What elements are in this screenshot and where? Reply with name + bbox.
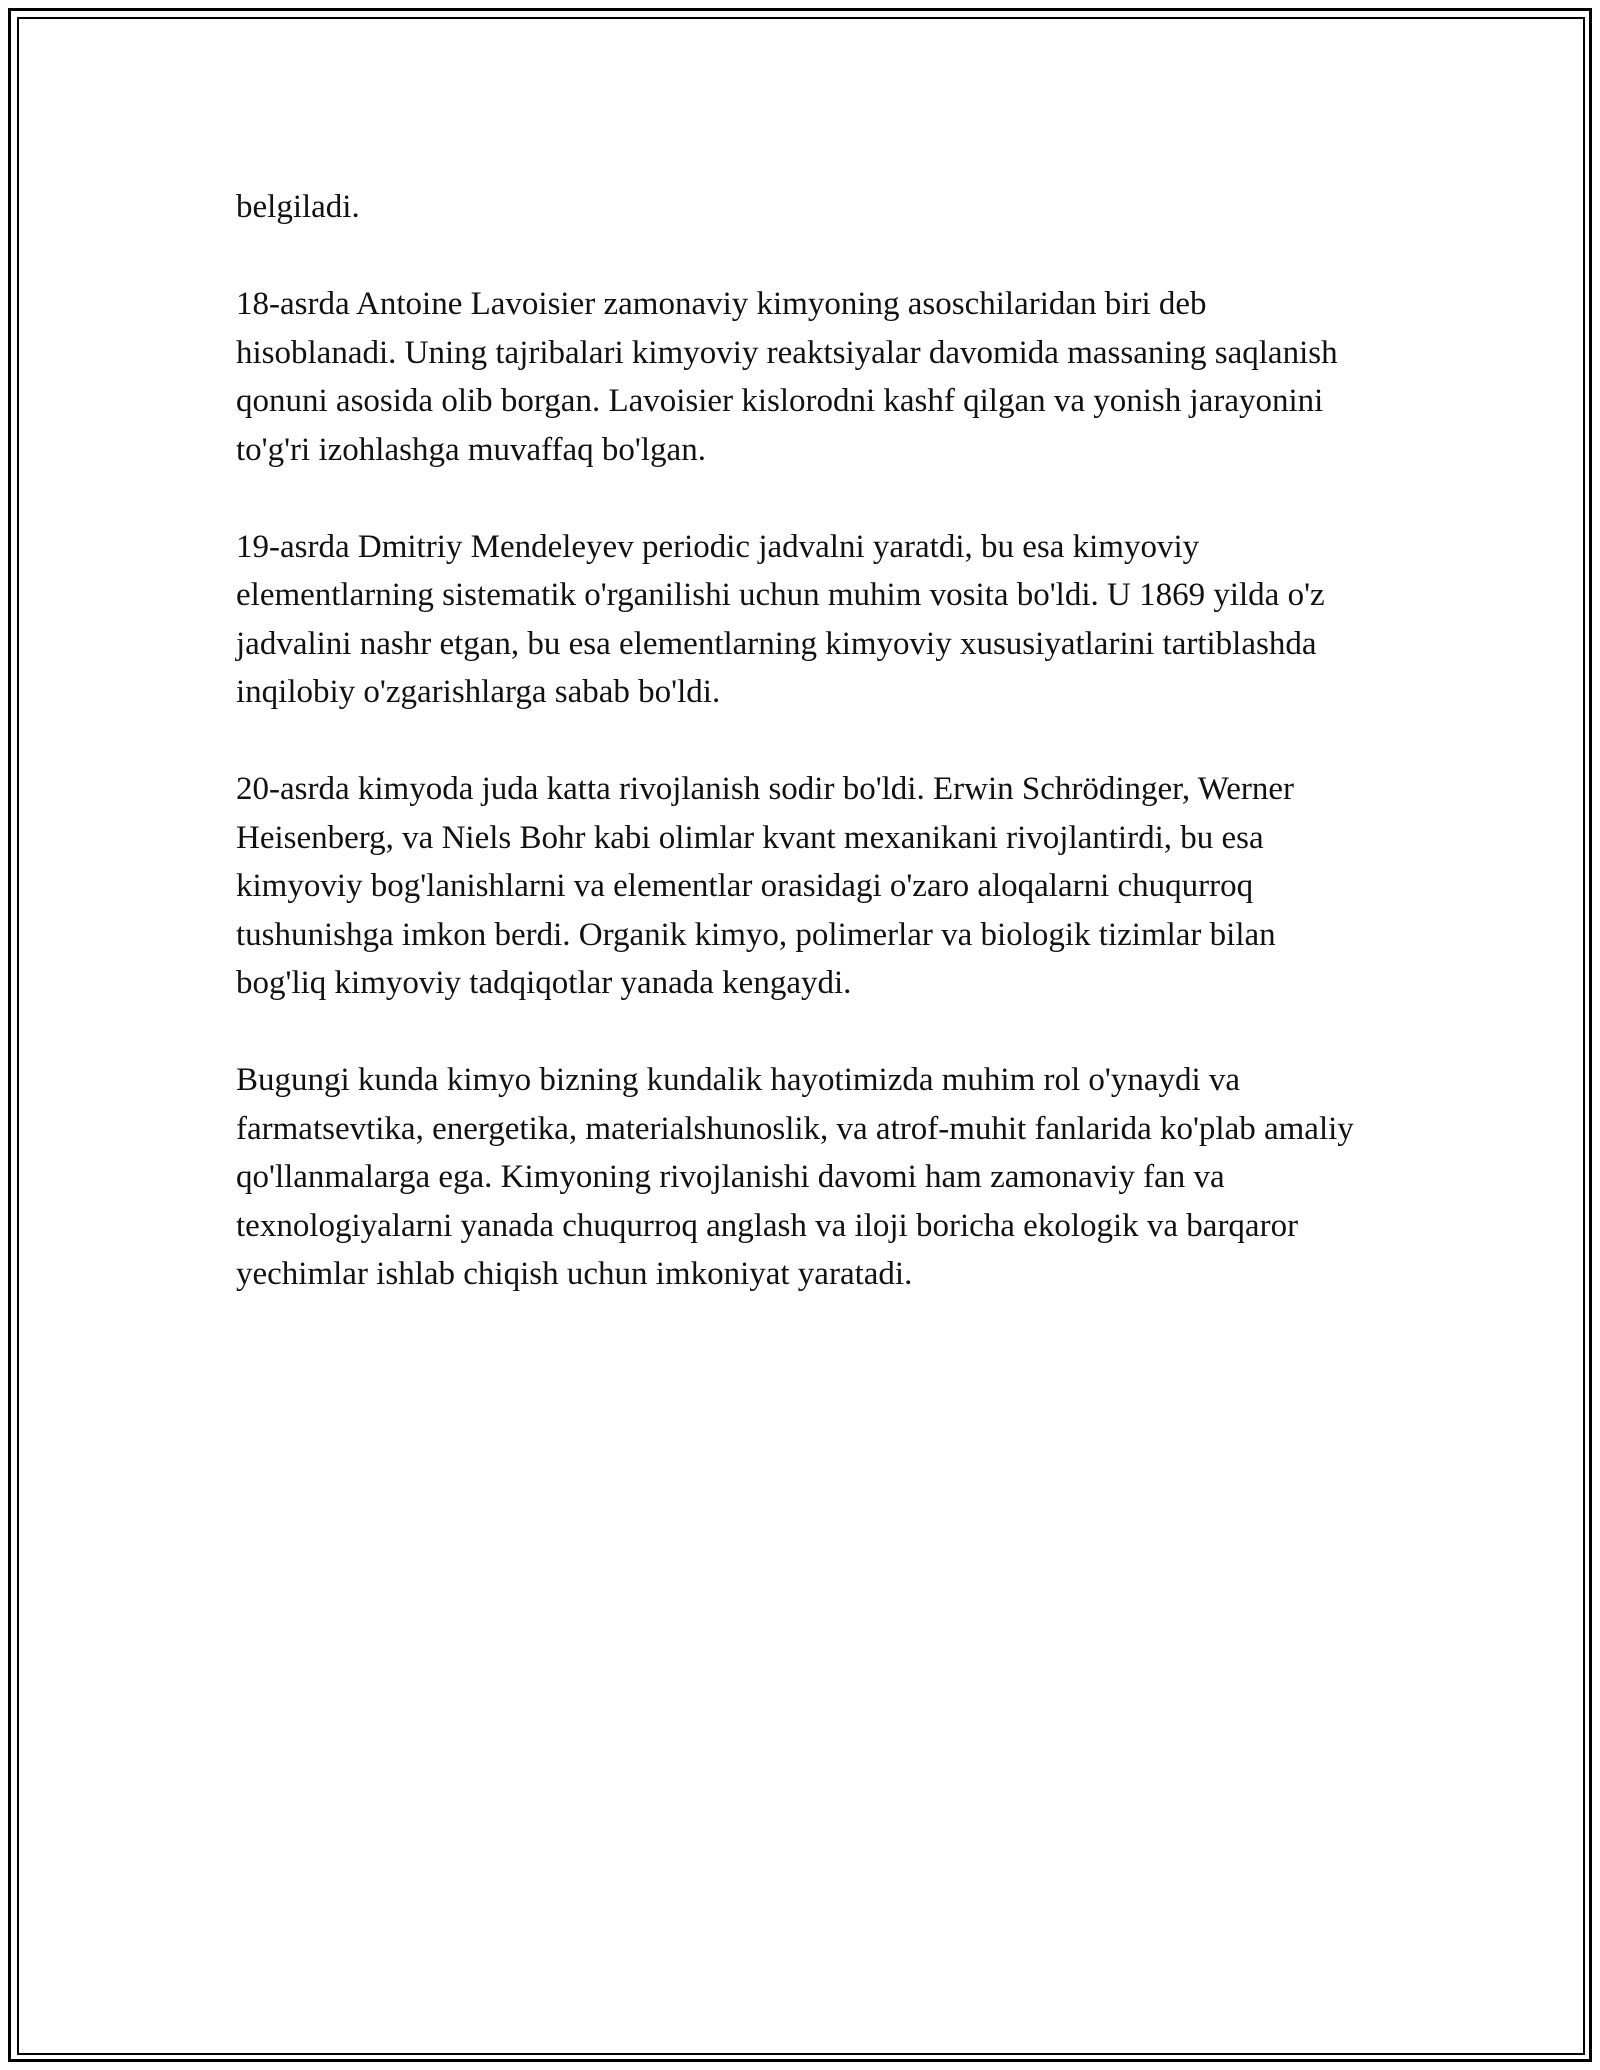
paragraph-mendeleyev: 19-asrda Dmitriy Mendeleyev periodic jadvalni yaratdi, bu esa kimyoviy elementlarning sistematik o'rganilishi uchun muhim vosita bo'ldi. U 1869 yilda o'z jadvalini nashr etgan, bu esa elementlarning kimyoviy xususiyatlarini tartiblashda inqilobiy o'zgarishlarga sabab bo'ldi. xyxy=(236,528,1325,710)
paragraph-continuation: belgiladi. xyxy=(236,189,360,225)
paragraph-lavoisier: 18-asrda Antoine Lavoisier zamonaviy kimyoning asoschilaridan biri deb hisoblanadi. Uning tajribalari kimyoviy reaktsiyalar davomida massaning saqlanish qonuni asosida olib borgan. Lavoisier kislorodni kashf qilgan va yonish jarayonini to'g'ri izohlashga muvaffaq bo'lgan. xyxy=(236,286,1338,468)
paragraph-20th-century: 20-asrda kimyoda juda katta rivojlanish sodir bo'ldi. Erwin Schrödinger, Werner Heisenberg, va Niels Bohr kabi olimlar kvant mexanikani rivojlantirdi, bu esa kimyoviy bog'lanishlarni va elementlar orasidagi o'zaro aloqalarni chuqurroq tushunishga imkon berdi. Organik kimyo, polimerlar va biologik tizimlar bilan bog'liq kimyoviy tadqiqotlar yanada kengaydi. xyxy=(236,771,1295,1001)
paragraph-today: Bugungi kunda kimyo bizning kundalik hayotimizda muhim rol o'ynaydi va farmatsevtika, energetika, materialshunoslik, va atrof-muhit fanlarida ko'plab amaliy qo'llanmalarga ega. Kimyoning rivojlanishi davomi ham zamonaviy fan va texnologiyalarni yanada chuqurroq anglash va iloji boricha ekologik va barqaror yechimlar ishlab chiqish uchun imkoniyat yaratadi. xyxy=(236,1062,1354,1292)
document-body xyxy=(236,183,1364,1299)
